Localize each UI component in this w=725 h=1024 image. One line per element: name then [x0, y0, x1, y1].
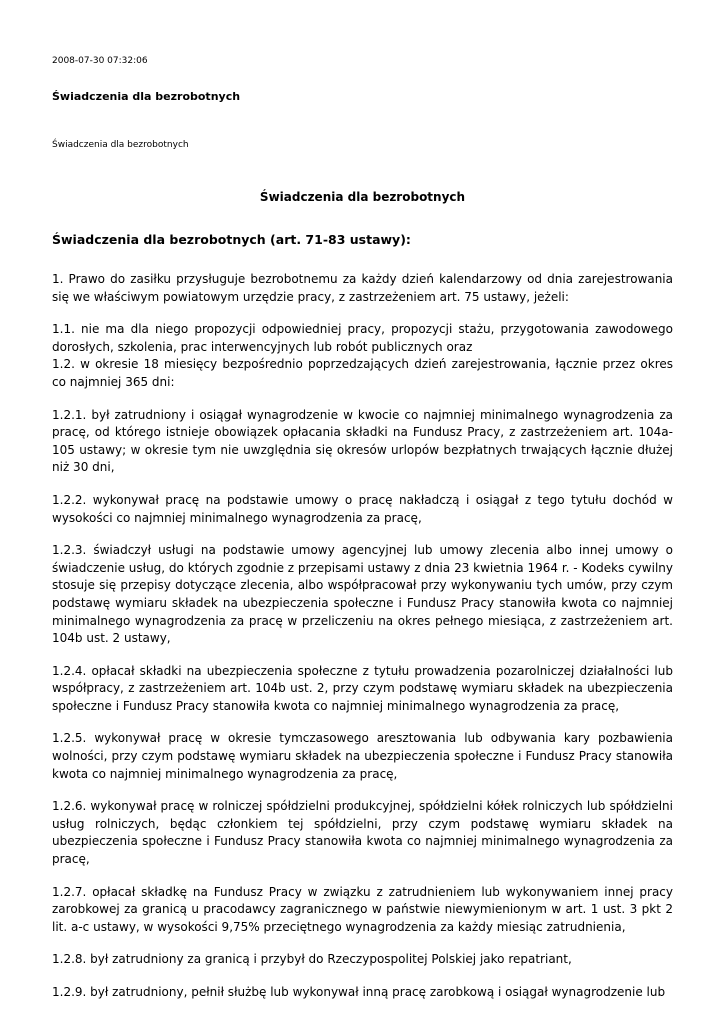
paragraph-1-2-8: 1.2.8. był zatrudniony za granicą i przybył do Rzeczypospolitej Polskiej jako repatriant, [52, 952, 572, 967]
paragraph-1-2-6: 1.2.6. wykonywał pracę w rolniczej spółdzielni produkcyjnej, spółdzielni kółek rolniczych lub spółdzielni usług rolniczych, będąc członkiem tej spółdzielni, przy czym podstawę wymiaru składek na ubezpieczenia społeczne i Fundusz Pracy stanowiła kwota co najmniej minimalnego wynagrodzenia za pracę, [52, 799, 673, 867]
paragraph-1-2: 1.2. w okresie 18 miesięcy bezpośrednio poprzedzających dzień zarejestrowania, łącznie przez okres co najmniej 365 dni: [52, 357, 673, 389]
paragraph-1-2-1: 1.2.1. był zatrudniony i osiągał wynagrodzenie w kwocie co najmniej minimalnego wynagrodzenia za pracę, od którego istnieje obowiązek opłacania składki na Fundusz Pracy, z zastrzeżeniem art. 104a-105 ustawy; w okresie tym nie uwzględnia się okresów urlopów bezpłatnych trwających łącznie dłużej niż 30 dni, [52, 407, 673, 475]
paragraph-1-1: 1.1. nie ma dla niego propozycji odpowiedniej pracy, propozycji stażu, przygotowania zawodowego dorosłych, szkolenia, prac interwencyjnych lub robót publicznych oraz [52, 322, 673, 354]
paragraph-1-2-3: 1.2.3. świadczył usługi na podstawie umowy agencyjnej lub umowy zlecenia albo innej umowy o świadczenie usług, do których zgodnie z przepisami ustawy z dnia 23 kwietnia 1964 r. - Kodeks cywilny stosuje się przepisy dotyczące zlecenia, albo współpracował przy wykonywaniu tych umów, przy czym podstawę wymiaru składek na ubezpieczenia społeczne i Fundusz Pracy stanowiła kwota co najmniej minimalnego wynagrodzenia za pracę w przeliczeniu na okres pełnego miesiąca, z zastrzeżeniem art. 104b ust. 2 ustawy, [52, 543, 673, 646]
header-title: Świadczenia dla bezrobotnych [52, 90, 241, 103]
subtitle: Świadczenia dla bezrobotnych [52, 140, 189, 150]
paragraph-1-2-9: 1.2.9. był zatrudniony, pełnił służbę lub wykonywał inną pracę zarobkową i osiągał wynagrodzenie lub [52, 985, 666, 999]
section-title: Świadczenia dla bezrobotnych (art. 71-83 ustawy): [52, 232, 411, 247]
main-title: Świadczenia dla bezrobotnych [259, 190, 466, 204]
paragraph-1-2-2: 1.2.2. wykonywał pracę na podstawie umowy o pracę nakładczą i osiągał z tego tytułu dochód w wysokości co najmniej minimalnego wynagrodzenia za pracę, [52, 492, 673, 525]
paragraph-1-2-5: 1.2.5. wykonywał pracę w okresie tymczasowego aresztowania lub odbywania kary pozbawienia wolności, przy czym podstawę wymiaru składek na ubezpieczenia społeczne i Fundusz Pracy stanowiła kwota co najmniej minimalnego wynagrodzenia za pracę, [52, 731, 673, 781]
paragraph-1: 1. Prawo do zasiłku przysługuje bezrobotnemu za każdy dzień kalendarzowy od dnia zarejestrowania się we właściwym powiatowym urzędzie pracy, z zastrzeżeniem art. 75 ustawy, jeżeli: [52, 272, 673, 304]
paragraph-1-2-4: 1.2.4. opłacał składki na ubezpieczenia społeczne z tytułu prowadzenia pozarolniczej działalności lub współpracy, z zastrzeżeniem art. 104b ust. 2, przy czym podstawę wymiaru składek na ubezpieczenia społeczne i Fundusz Pracy stanowiła kwota co najmniej minimalnego wynagrodzenia za pracę, [52, 663, 673, 713]
timestamp: 2008-07-30 07:32:06 [52, 56, 148, 66]
paragraph-1-2-7: 1.2.7. opłacał składkę na Fundusz Pracy w związku z zatrudnieniem lub wykonywaniem innej pracy zarobkowej za granicą u pracodawcy zagranicznego w państwie niewymienionym w art. 1 ust. 3 pkt 2 lit. a-c ustawy, w wysokości 9,75% przeciętnego wynagrodzenia za każdy miesiąc zatrudnienia, [52, 884, 673, 934]
document-body [52, 271, 673, 1017]
